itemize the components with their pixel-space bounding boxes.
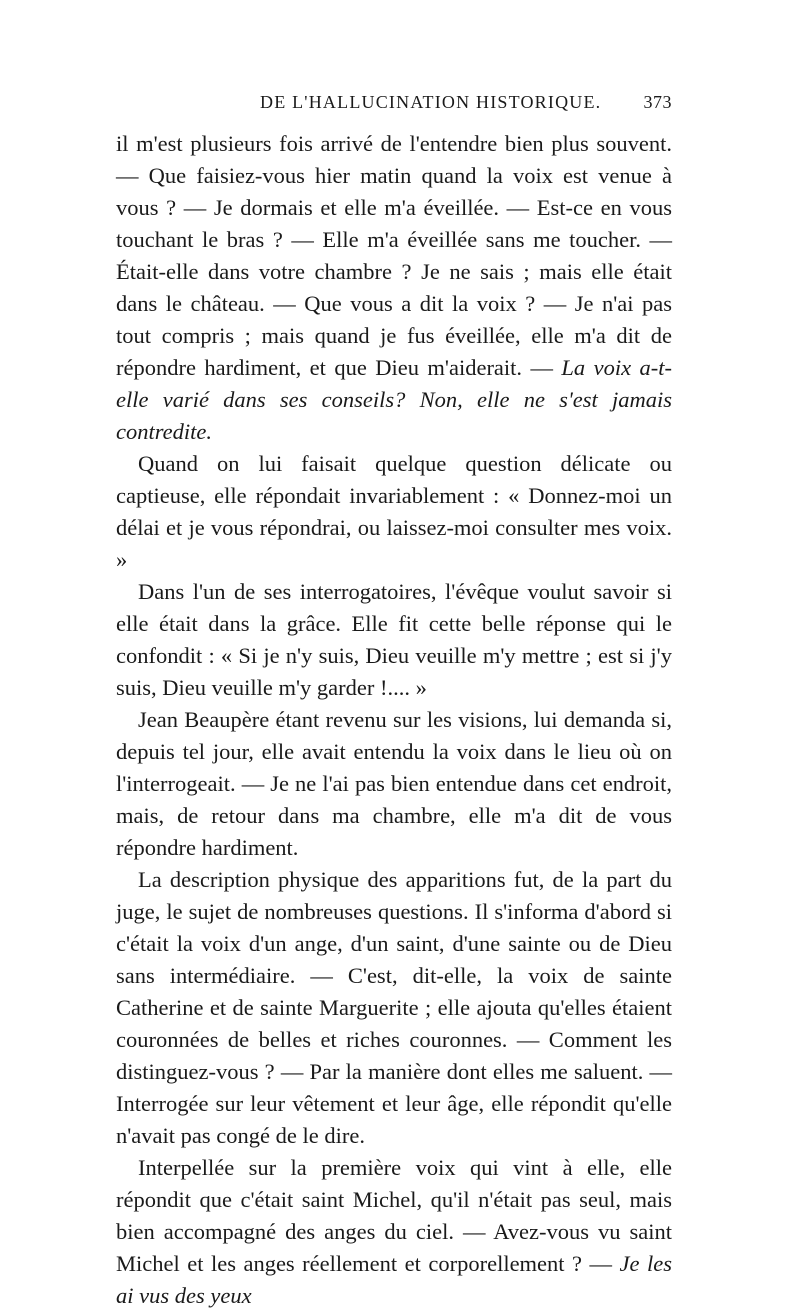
paragraph-text: Jean Beaupère étant revenu sur les visions, lui demanda si, depuis tel jour, elle avait entendu la voix dans le lieu où on l'interrogeait. — Je ne l'ai pas bien entendue dans cet endroit, mais, de retour dans ma chambre, elle m'a dit de vous répondre hardiment. xyxy=(116,707,672,860)
running-title: DE L'HALLUCINATION HISTORIQUE. xyxy=(260,92,602,112)
paragraph xyxy=(116,1152,672,1312)
paragraph-text: il m'est plusieurs fois arrivé de l'entendre bien plus souvent. — Que faisiez-vous hier matin quand la voix est venue à vous ? — Je dormais et elle m'a éveillée. — Est-ce en vous touchant le bras ? — Elle m'a éveillée sans me toucher. — Était-elle dans votre chambre ? Je ne sais ; mais elle était dans le château. — Que vous a dit la voix ? — Je n'ai pas tout compris ; mais quand je fus éveillée, elle m'a dit de répondre hardiment, et que Dieu m'aiderait. — xyxy=(116,131,672,380)
paragraph xyxy=(116,704,672,864)
paragraph xyxy=(116,576,672,704)
paragraph xyxy=(116,128,672,448)
paragraph-text: La description physique des apparitions fut, de la part du juge, le sujet de nombreuses questions. Il s'informa d'abord si c'était la voix d'un ange, d'un saint, d'une sainte ou de Dieu sans intermédiaire. — C'est, dit-elle, la voix de sainte Catherine et de sainte Marguerite ; elle ajouta qu'elles étaient couronnées de belles et riches couronnes. — Comment les distinguez-vous ? — Par la manière dont elles me saluent. — Interrogée sur leur vêtement et leur âge, elle répondit qu'elle n'avait pas congé de le dire. xyxy=(116,867,672,1148)
page-number: 373 xyxy=(643,92,672,112)
paragraph-text: Interpellée sur la première voix qui vint à elle, elle répondit que c'était saint Michel, qu'il n'était pas seul, mais bien accompagné des anges du ciel. — Avez-vous vu saint Michel et les anges réellement et corporellement ? — xyxy=(116,1155,672,1276)
paragraph-text: Quand on lui faisait quelque question délicate ou captieuse, elle répondait invariablement : « Donnez-moi un délai et je vous répondrai, ou laissez-moi consulter mes voix. » xyxy=(116,451,672,572)
paragraph-italic-text: La voix a-t-elle varié dans ses conseils? Non, elle ne s'est jamais contredite. xyxy=(116,355,672,444)
page-header xyxy=(116,92,672,122)
paragraph xyxy=(116,448,672,576)
paragraph-italic-text: Je les ai vus des yeux xyxy=(116,1251,672,1308)
body-text xyxy=(116,128,672,1312)
paragraph xyxy=(116,864,672,1152)
paragraph-text: Dans l'un de ses interrogatoires, l'évêque voulut savoir si elle était dans la grâce. Elle fit cette belle réponse qui le confondit : « Si je n'y suis, Dieu veuille m'y mettre ; est si j'y suis, Dieu veuille m'y garder !.... » xyxy=(116,579,672,700)
